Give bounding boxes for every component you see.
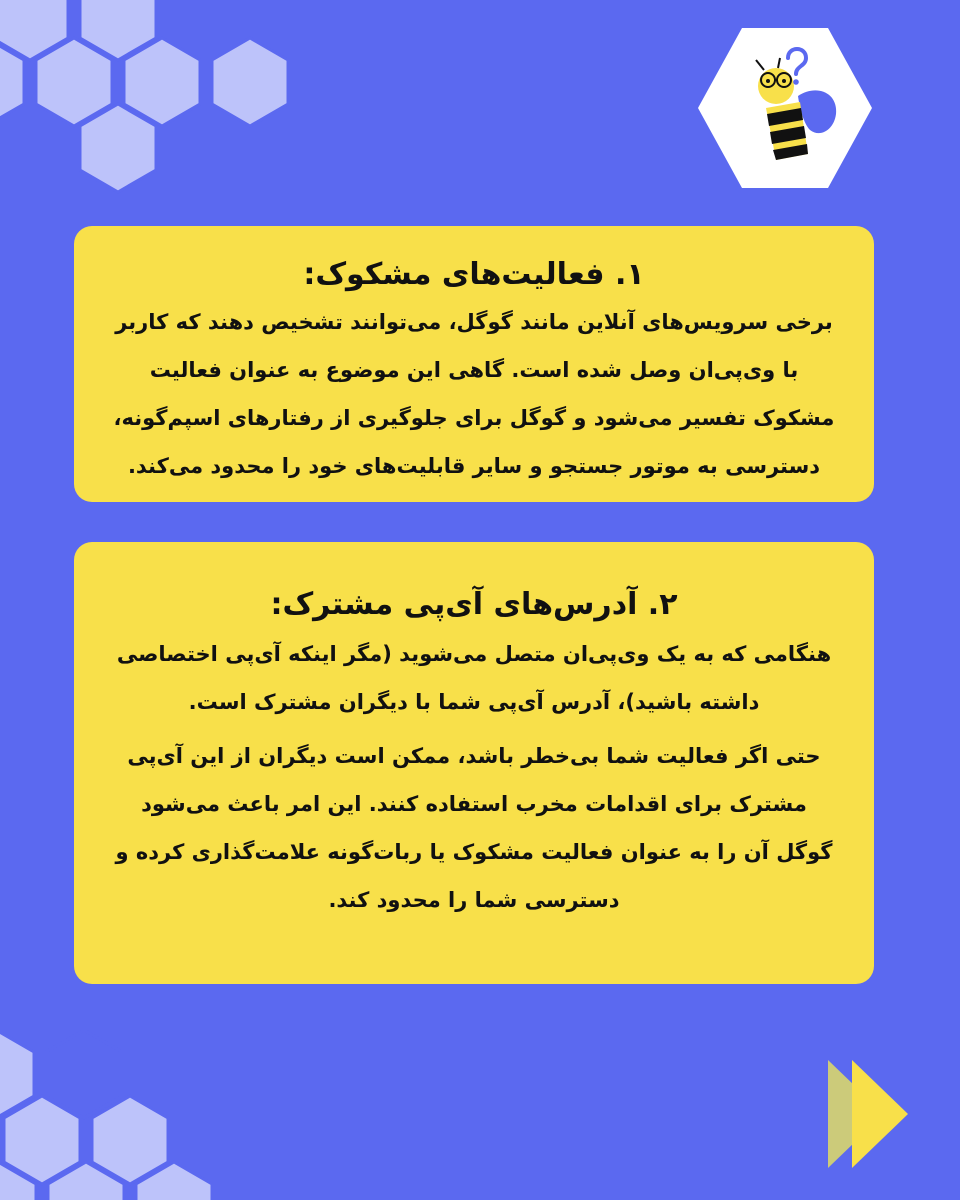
section1-body: برخی سرویس‌های آنلاین مانند گوگل، می‌توانند تشخیص دهند که کاربر با وی‌پی‌ان وصل شده است. گاهی این موضوع به عنوان فعالیت مشکوک تفسیر می‌شود و گوگل برای جلوگیری از رفتارهای اسپم‌گونه، دسترسی به موتور جستجو و سایر قابلیت‌های خود را محدود می‌کند. <box>113 310 835 478</box>
info-card-shared-ip <box>74 542 874 984</box>
section2-body-second: حتی اگر فعالیت شما بی‌خطر باشد، ممکن است دیگران از این آی‌پی مشترک برای اقدامات مخرب استفاده کنند. این امر باعث می‌شود گوگل آن را به عنوان فعالیت مشکوک یا ربات‌گونه علامت‌گذاری کرده و دسترسی شما را محدود کند. <box>115 744 833 912</box>
honeycomb-bottom-left <box>0 1030 240 1200</box>
bee-mascot-icon <box>696 26 874 190</box>
double-arrow-next-icon[interactable] <box>824 1056 914 1172</box>
section2-title: ۲. آدرس‌های آی‌پی مشترک: <box>270 587 678 622</box>
section1-title: ۱. فعالیت‌های مشکوک: <box>303 257 645 292</box>
info-card-suspicious-activity <box>74 226 874 502</box>
section2-body-first: هنگامی که به یک وی‌پی‌ان متصل می‌شوید (مگر اینکه آی‌پی اختصاصی داشته باشید)، آدرس آی‌پی شما با دیگران مشترک است. <box>116 642 832 714</box>
honeycomb-top-left <box>0 0 300 210</box>
